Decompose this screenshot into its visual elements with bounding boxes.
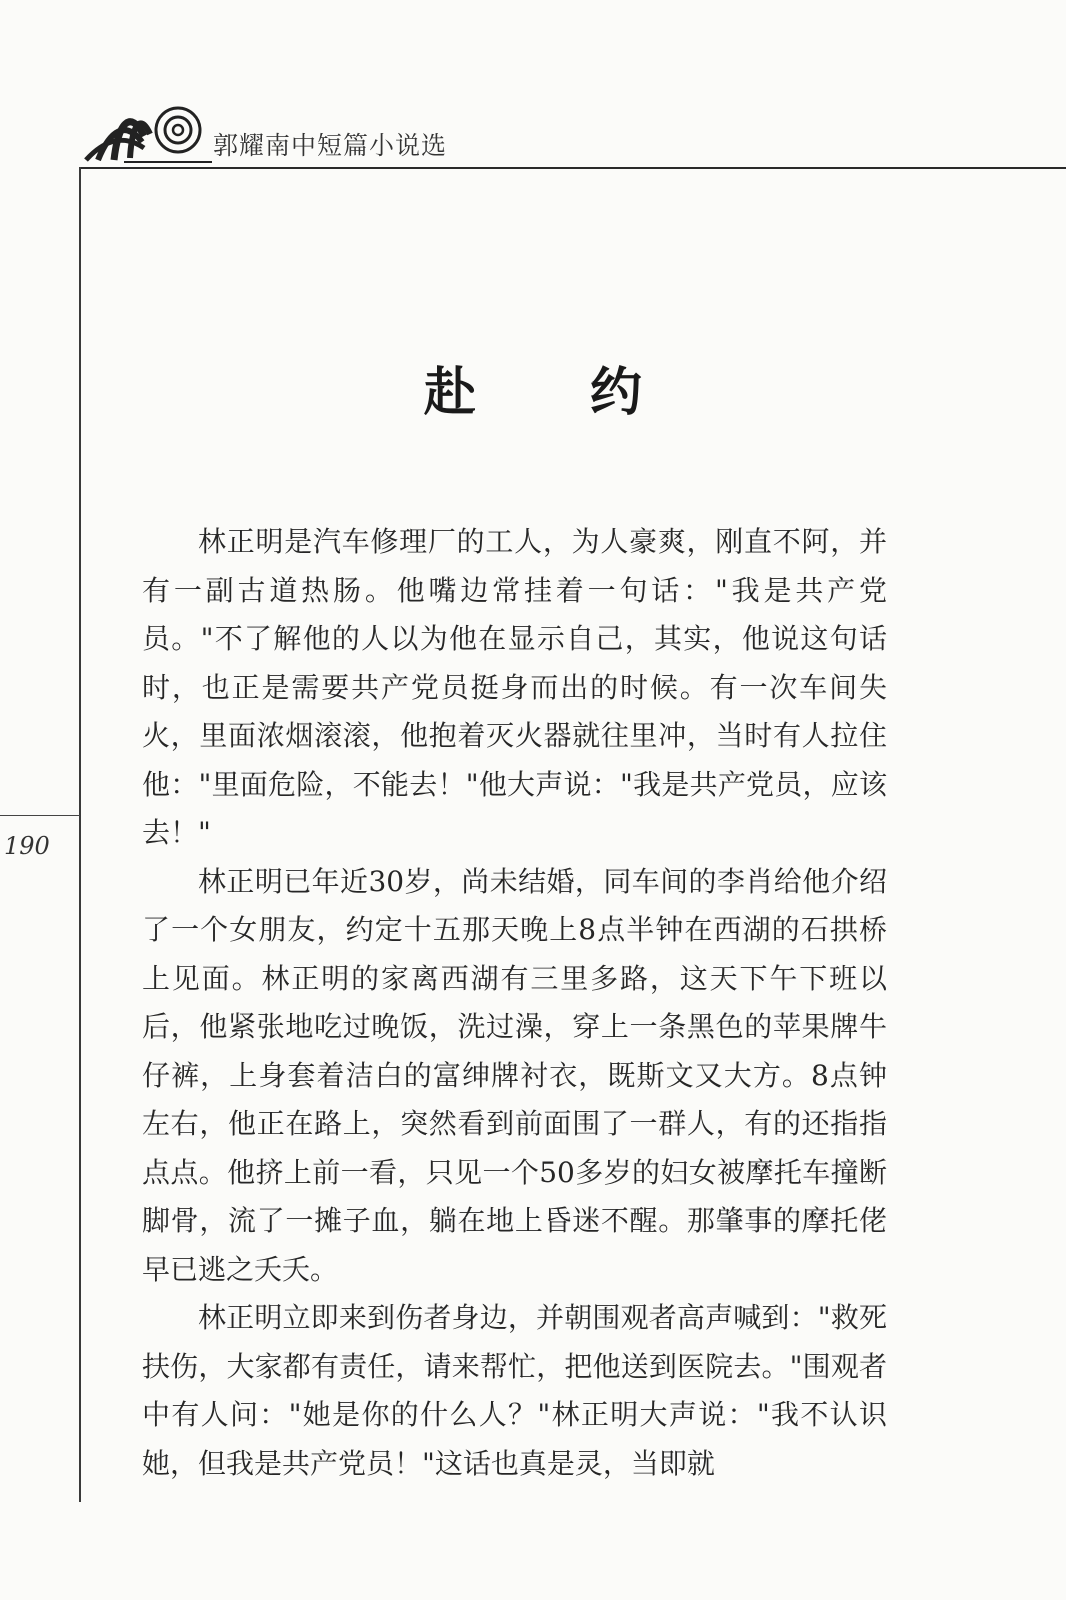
- paragraph: 林正明立即来到伤者身边，并朝围观者高声喊到："救死扶伤，大家都有责任，请来帮忙，把他送到医院去。"围观者中有人问："她是你的什么人？"林正明大声说："我不认识她，但我是共产党员！"这话也真是灵，当即就: [142, 1301, 887, 1480]
- paragraph: 林正明是汽车修理厂的工人，为人豪爽，刚直不阿，并有一副古道热肠。他嘴边常挂着一句话："我是共产党员。"不了解他的人以为他在显示自己，其实，他说这句话时，也正是需要共产党员挺身而出的时候。有一次车间失火，里面浓烟滚滚，他抱着灭火器就往里冲，当时有人拉住他："里面危险，不能去！"他大声说："我是共产党员，应该去！": [142, 525, 887, 849]
- chapter-title: 赴 约: [423, 362, 691, 423]
- page-number: 190: [4, 832, 50, 860]
- paragraph: 林正明已年近30岁，尚未结婚，同车间的李肖给他介绍了一个女朋友，约定十五那天晚上8点半钟在西湖的石拱桥上见面。林正明的家离西湖有三里多路，这天下午下班以后，他紧张地吃过晚饭，洗过澡，穿上一条黑色的苹果牌牛仔裤，上身套着洁白的富绅牌衬衣，既斯文又大方。8点钟左右，他正在路上，突然看到前面围了一群人，有的还指指点点。他挤上前一看，只见一个50多岁的妇女被摩托车撞断脚骨，流了一摊子血，躺在地上昏迷不醒。那肇事的摩托佬早已逃之夭夭。: [142, 864, 887, 1286]
- running-header-title: 郭耀南中短篇小说选: [213, 131, 448, 160]
- body-text: [142, 518, 887, 1488]
- folio-rule: [0, 815, 80, 816]
- header-ornament-icon: [84, 100, 214, 164]
- header-rule: [80, 167, 1066, 169]
